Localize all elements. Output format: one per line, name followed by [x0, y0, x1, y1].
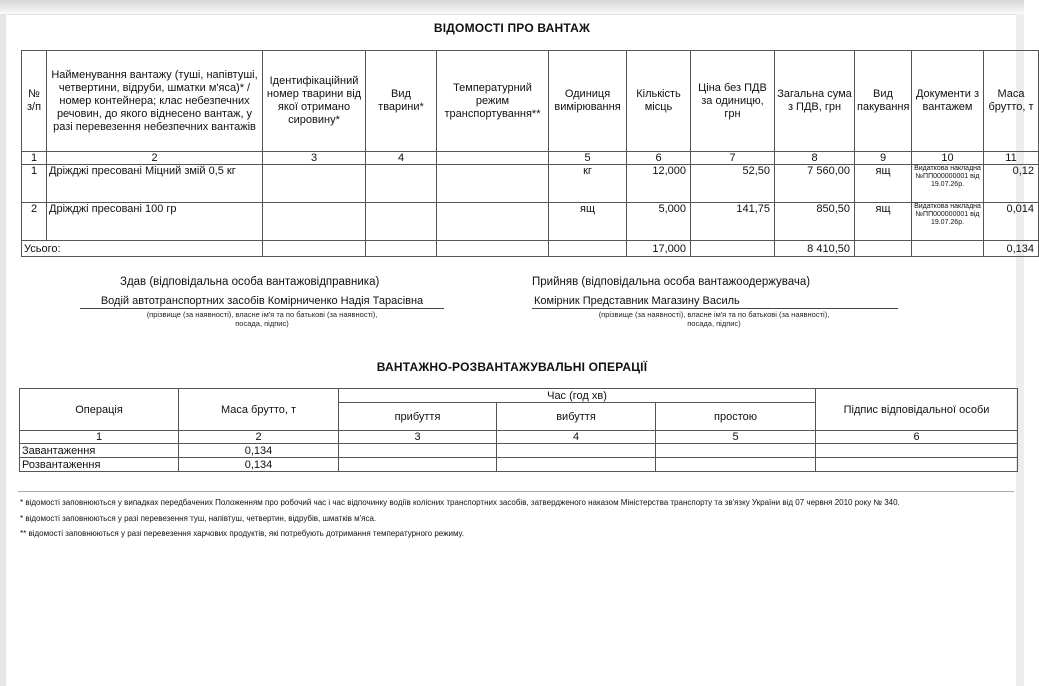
col-num-4: 4: [366, 152, 437, 165]
arrival-cell: [339, 444, 497, 458]
animal-id-cell: [263, 203, 366, 241]
unit-cell: ящ: [549, 203, 627, 241]
ops-header-time: Час (год хв): [339, 389, 816, 403]
sign-cell: [816, 458, 1018, 472]
col-num-5: 5: [549, 152, 627, 165]
places-cell: 5,000: [627, 203, 691, 241]
header-temperature: Температурний режим транспортування**: [437, 51, 549, 152]
table-row: [20, 444, 1018, 458]
sum-cell: 7 560,00: [775, 165, 855, 203]
col-num-6: 6: [627, 152, 691, 165]
total-empty-cell: [366, 241, 437, 257]
total-label: Усього:: [22, 241, 263, 257]
shipper-note-line1: (прізвище (за наявності), власне ім'я та по батькові (за наявності),: [146, 310, 378, 319]
viewer-left-edge: [0, 14, 6, 686]
header-total-sum: Загальна сума з ПДВ, грн: [775, 51, 855, 152]
ops-col-num-4: 4: [497, 431, 656, 444]
ops-header-idle: простою: [656, 403, 816, 431]
operation-mass: 0,134: [179, 458, 339, 472]
col-num-10: 10: [912, 152, 984, 165]
departure-cell: [497, 444, 656, 458]
operations-title: ВАНТАЖНО-РОЗВАНТАЖУВАЛЬНІ ОПЕРАЦІЇ: [376, 360, 648, 374]
row-number: 1: [22, 165, 47, 203]
idle-cell: [656, 444, 816, 458]
footnote-1: * відомості заповнюються у випадках передбачених Положенням про робочий час і час відпочинку водіїв колісних транспортних засобів, затвердженого наказом Міністерства транспорту та зв'язку України від 07 червня 2010 року № 340.: [20, 498, 900, 507]
col-num-8: 8: [775, 152, 855, 165]
ops-header-operation: Операція: [20, 389, 179, 431]
temperature-cell: [437, 203, 549, 241]
receiver-note-line2: посада, підпис): [687, 319, 741, 328]
price-cell: 52,50: [691, 165, 775, 203]
table-row: [22, 203, 1039, 241]
header-unit: Одиниця вимірювання: [549, 51, 627, 152]
viewer-top-edge: [0, 0, 1024, 15]
col-num-3: 3: [263, 152, 366, 165]
header-cargo-name: Найменування вантажу (туші, напівтуші, четвертини, відруби, шматки м'яса)* / номер контейнера; клас небезпечних речовин, до якого віднесено вантаж, у разі перевезення небезпечних вантажів: [47, 51, 263, 152]
ops-header-arrival: прибуття: [339, 403, 497, 431]
table-row: [20, 458, 1018, 472]
cargo-numbering-row: [22, 152, 1039, 165]
operation-mass: 0,134: [179, 444, 339, 458]
receiver-name: Комірник Представник Магазину Василь: [532, 294, 898, 309]
total-sum: 8 410,50: [775, 241, 855, 257]
unit-cell: кг: [549, 165, 627, 203]
sum-cell: 850,50: [775, 203, 855, 241]
arrival-cell: [339, 458, 497, 472]
header-gross-mass: Маса брутто, т: [984, 51, 1039, 152]
col-num-11: 11: [984, 152, 1039, 165]
col-num-7: 7: [691, 152, 775, 165]
cargo-name: Дріжджі пресовані Міцний змій 0,5 кг: [47, 165, 263, 203]
ops-header-sign: Підпис відповідальної особи: [816, 389, 1018, 431]
cargo-header-row: [22, 51, 1039, 152]
operation-name: Розвантаження: [20, 458, 179, 472]
header-price: Ціна без ПДВ за одиницю, грн: [691, 51, 775, 152]
animal-type-cell: [366, 165, 437, 203]
col-num-2: 2: [47, 152, 263, 165]
documents-cell: Видаткова накладна №ПП000000001 від 19.07.26р.: [912, 165, 984, 203]
animal-type-cell: [366, 203, 437, 241]
shipper-name: Водій автотранспортних засобів Комірниченко Надія Тарасівна: [80, 294, 444, 309]
total-empty-cell: [855, 241, 912, 257]
total-mass: 0,134: [984, 241, 1039, 257]
sign-cell: [816, 444, 1018, 458]
packing-cell: ящ: [855, 165, 912, 203]
temperature-cell: [437, 165, 549, 203]
total-empty-cell: [549, 241, 627, 257]
footnotes-divider: [18, 491, 1014, 492]
cargo-title: ВІДОМОСТІ ПРО ВАНТАЖ: [433, 21, 591, 35]
receiver-label: Прийняв (відповідальна особа вантажоодержувача): [532, 276, 811, 288]
ops-header-departure: вибуття: [497, 403, 656, 431]
total-empty-cell: [263, 241, 366, 257]
documents-cell: Видаткова накладна №ПП000000001 від 19.07.26р.: [912, 203, 984, 241]
header-places: Кількість місць: [627, 51, 691, 152]
total-row: [22, 241, 1039, 257]
shipper-label: Здав (відповідальна особа вантажовідправника): [120, 276, 380, 288]
total-empty-cell: [912, 241, 984, 257]
ops-numbering-row: [20, 431, 1018, 444]
col-num-9: 9: [855, 152, 912, 165]
col-num-blank: [437, 152, 549, 165]
receiver-note-line1: (прізвище (за наявності), власне ім'я та по батькові (за наявності),: [598, 310, 830, 319]
header-documents: Документи з вантажем: [912, 51, 984, 152]
mass-cell: 0,014: [984, 203, 1039, 241]
ops-col-num-6: 6: [816, 431, 1018, 444]
shipper-note-line2: посада, підпис): [235, 319, 289, 328]
col-num-1: 1: [22, 152, 47, 165]
table-row: [22, 165, 1039, 203]
total-places: 17,000: [627, 241, 691, 257]
header-packing: Вид пакування: [855, 51, 912, 152]
places-cell: 12,000: [627, 165, 691, 203]
packing-cell: ящ: [855, 203, 912, 241]
ops-col-num-1: 1: [20, 431, 179, 444]
header-animal-id: Ідентифікаційний номер тварини від якої отримано сировину*: [263, 51, 366, 152]
receiver-note: [532, 310, 896, 328]
footnote-2: * відомості заповнюються у разі перевезення туш, напівтуш, четвертин, відрубів, шматків м'яса.: [20, 514, 377, 523]
operation-name: Завантаження: [20, 444, 179, 458]
animal-id-cell: [263, 165, 366, 203]
total-empty-cell: [437, 241, 549, 257]
total-empty-cell: [691, 241, 775, 257]
departure-cell: [497, 458, 656, 472]
price-cell: 141,75: [691, 203, 775, 241]
header-animal-type: Вид тварини*: [366, 51, 437, 152]
ops-col-num-3: 3: [339, 431, 497, 444]
footnote-3: ** відомості заповнюються у разі перевезення харчових продуктів, які потребують дотримання температурного режиму.: [20, 529, 464, 538]
mass-cell: 0,12: [984, 165, 1039, 203]
ops-col-num-5: 5: [656, 431, 816, 444]
idle-cell: [656, 458, 816, 472]
row-number: 2: [22, 203, 47, 241]
header-number: № з/п: [22, 51, 47, 152]
cargo-name: Дріжджі пресовані 100 гр: [47, 203, 263, 241]
ops-header-mass: Маса брутто, т: [179, 389, 339, 431]
shipper-note: [80, 310, 444, 328]
operations-table: [19, 388, 1018, 472]
cargo-table: [21, 50, 1039, 257]
ops-col-num-2: 2: [179, 431, 339, 444]
